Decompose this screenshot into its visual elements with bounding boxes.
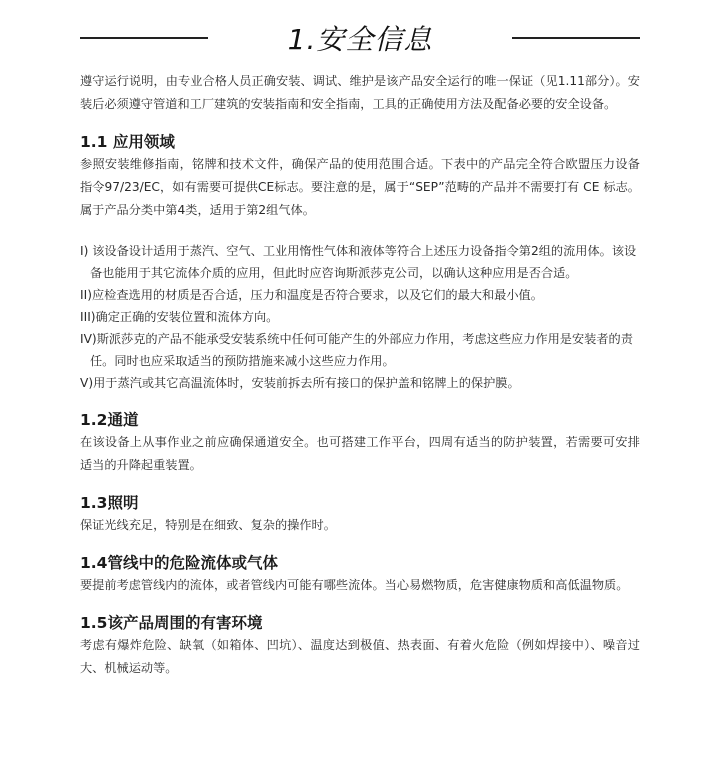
page-title: 1.安全信息	[287, 23, 433, 56]
list-marker: I)	[80, 244, 89, 258]
section-heading: 1.3照明	[80, 494, 139, 512]
list-marker: II)	[80, 288, 92, 302]
intro-paragraph: 遵守运行说明，由专业合格人员正确安装、调试、维护是该产品安全运行的唯一保证（见1.11部分）。安装后必须遵守管道和工厂建筑的安装指南和安全指南，工具的正确使用方法及配备必要的安全设备。	[80, 74, 640, 111]
list-item	[80, 328, 640, 372]
section-body: 要提前考虑管线内的流体，或者管线内可能有哪些流体。当心易燃物质，危害健康物质和高低温物质。	[80, 578, 629, 592]
section-body: 在该设备上从事作业之前应确保通道安全。也可搭建工作平台，四周有适当的防护装置，若需要可安排适当的升降起重装置。	[80, 435, 640, 472]
section-1-1	[80, 131, 640, 394]
section-heading: 1.4管线中的危险流体或气体	[80, 554, 278, 572]
list-item-text: 确定正确的安装位置和流体方向。	[95, 310, 279, 324]
list-item	[80, 372, 640, 394]
section-heading: 1.1 应用领域	[80, 133, 175, 151]
list-item	[80, 284, 640, 306]
section-heading: 1.5该产品周围的有害环境	[80, 614, 263, 632]
section-body: 考虑有爆炸危险、缺氧（如箱体、凹坑）、温度达到极值、热表面、有着火危险（例如焊接中）、噪音过大、机械运动等。	[80, 638, 640, 675]
title-rule-left	[80, 37, 208, 39]
list-item-text: 斯派莎克的产品不能承受安装系统中任何可能产生的外部应力作用，考虑这些应力作用是安装者的责任。同时也应采取适当的预防措施来减小这些应力作用。	[90, 332, 633, 368]
list-marker: III)	[80, 310, 96, 324]
section-1-4	[80, 552, 640, 597]
title-rule-right	[512, 37, 640, 39]
list-item-text: 应检查选用的材质是否合适，压力和温度是否符合要求，以及它们的最大和最小值。	[91, 288, 543, 302]
section-body: 保证光线充足，特别是在细致、复杂的操作时。	[80, 518, 336, 532]
section-body: 参照安装维修指南，铭牌和技术文件，确保产品的使用范围合适。下表中的产品完全符合欧盟压力设备指令97/23/EC，如有需要可提供CE标志。要注意的是，属于“SEP”范畴的产品并不需要打有 CE 标志。属于产品分类中第4类，适用于第2组气体。	[80, 157, 640, 217]
section-1-5	[80, 612, 640, 680]
list-item-text: 该设备设计适用于蒸汽、空气、工业用惰性气体和液体等符合上述压力设备指令第2组的流用体。该设备也能用于其它流体介质的应用，但此时应咨询斯派莎克公司，以确认这种应用是否合适。	[88, 244, 637, 280]
list-item-text: 用于蒸汽或其它高温流体时，安装前拆去所有接口的保护盖和铭牌上的保护膜。	[93, 376, 520, 390]
section-heading: 1.2通道	[80, 411, 139, 429]
title-row	[80, 14, 640, 62]
list-marker: V)	[80, 376, 94, 390]
section-1-3	[80, 492, 640, 537]
list-marker: IV)	[80, 332, 97, 346]
requirements-list	[80, 240, 640, 394]
list-item	[80, 306, 640, 328]
section-1-2	[80, 409, 640, 477]
list-item	[80, 240, 640, 284]
content	[80, 70, 640, 695]
